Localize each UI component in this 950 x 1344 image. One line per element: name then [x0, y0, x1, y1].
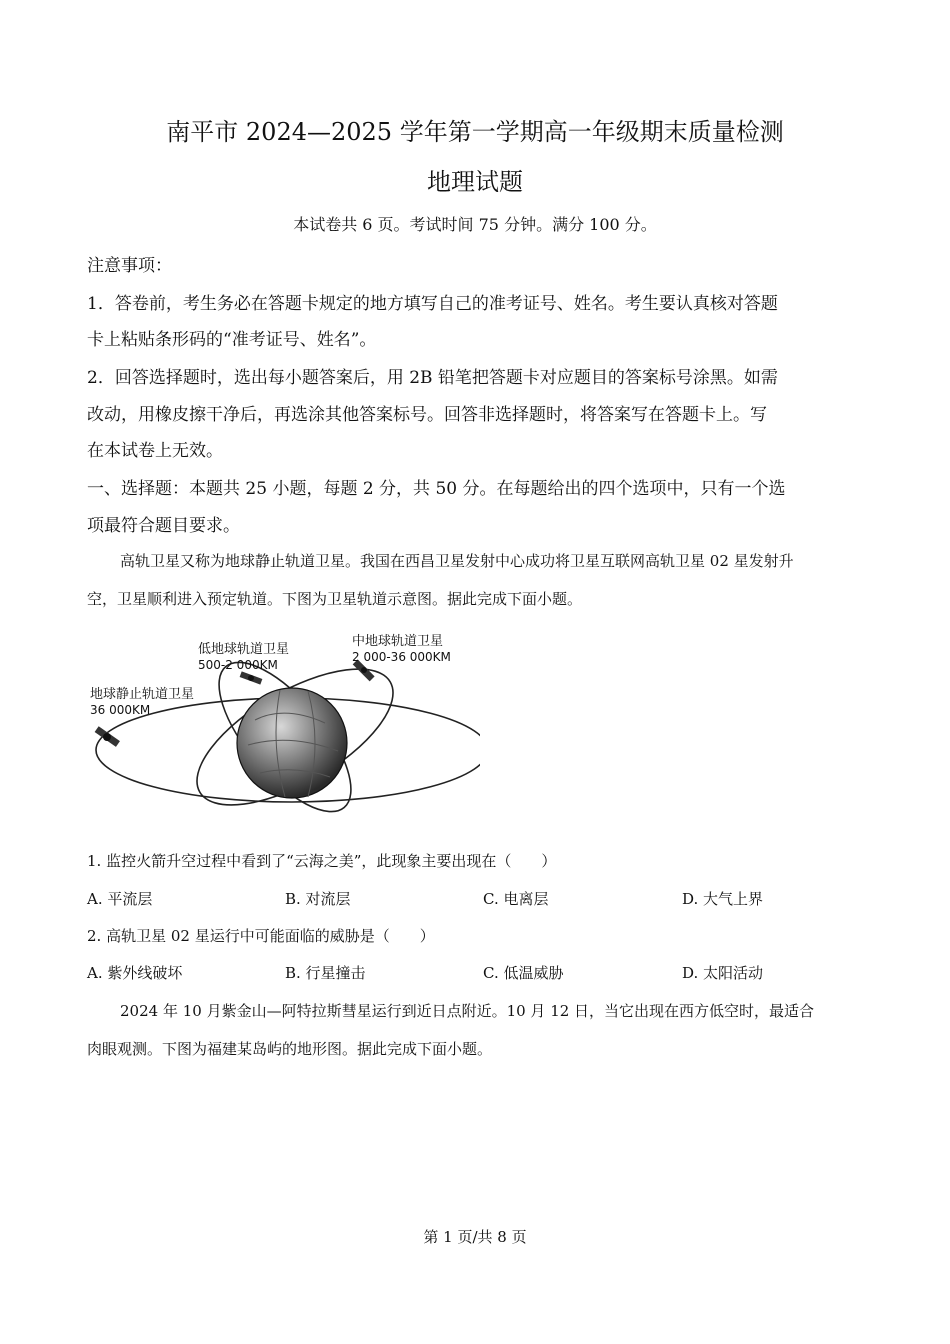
subject-title: 地理试题 [427, 168, 523, 196]
passage-2-line-1: 2024 年 10 月紫金山—阿特拉斯彗星运行到近日点附近。10 月 12 日，当它出现在西方低空时，最适合 [120, 1002, 815, 1020]
section-1-instructions-line-1: 一、选择题：本题共 25 小题，每题 2 分，共 50 分。在每题给出的四个选项中，只有一个选 [87, 479, 786, 499]
question-2-option-c: C. 低温威胁 [483, 964, 564, 982]
geostationary-satellite-icon [95, 726, 120, 747]
question-2-option-d: D. 太阳活动 [682, 964, 764, 982]
notes-item-1-line-1: 1．答卷前，考生务必在答题卡规定的地方填写自己的准考证号、姓名。考生要认真核对答题 [87, 294, 778, 314]
low-orbit-satellite-icon [240, 671, 263, 684]
notes-item-2-line-2: 改动，用橡皮擦干净后，再选涂其他答案标号。回答非选择题时，将答案写在答题卡上。写 [87, 405, 767, 425]
page-footer: 第 1 页/共 8 页 [423, 1228, 527, 1246]
question-1-option-c: C. 电离层 [483, 890, 549, 908]
question-2-option-b: B. 行星撞击 [285, 964, 366, 982]
notes-item-2-line-1: 2．回答选择题时，选出每小题答案后，用 2B 铅笔把答题卡对应题目的答案标号涂黑。如需 [87, 368, 778, 388]
question-2-stem: 2. 高轨卫星 02 星运行中可能面临的威胁是（ ） [87, 927, 435, 945]
question-1-option-b: B. 对流层 [285, 890, 351, 908]
exam-title: 南平市 2024—2025 学年第一学期高一年级期末质量检测 [166, 118, 784, 146]
satellite-orbit-figure [80, 625, 480, 835]
exam-info: 本试卷共 6 页。考试时间 75 分钟。满分 100 分。 [293, 215, 657, 234]
geostationary-orbit-range: 36 000KM [90, 703, 151, 717]
earth [237, 688, 347, 798]
medium-orbit-label: 中地球轨道卫星 [352, 634, 444, 649]
passage-1-line-2: 空，卫星顺利进入预定轨道。下图为卫星轨道示意图。据此完成下面小题。 [87, 590, 583, 608]
question-2-option-a: A. 紫外线破坏 [87, 964, 183, 982]
geostationary-orbit-label: 地球静止轨道卫星 [90, 687, 195, 702]
question-1-option-d: D. 大气上界 [682, 890, 764, 908]
low-orbit-range: 500-2 000KM [198, 658, 278, 672]
notes-item-2-line-3: 在本试卷上无效。 [87, 441, 223, 461]
low-orbit-label: 低地球轨道卫星 [198, 642, 290, 657]
passage-1-line-1: 高轨卫星又称为地球静止轨道卫星。我国在西昌卫星发射中心成功将卫星互联网高轨卫星 02 星发射升 [120, 552, 794, 570]
question-1-option-a: A. 平流层 [87, 890, 153, 908]
question-1-stem: 1. 监控火箭升空过程中看到了“云海之美”，此现象主要出现在（ ） [87, 852, 557, 870]
notes-item-1-line-2: 卡上粘贴条形码的“准考证号、姓名”。 [87, 330, 377, 350]
notes-heading: 注意事项： [87, 256, 172, 276]
section-1-instructions-line-2: 项最符合题目要求。 [87, 516, 240, 536]
passage-2-line-2: 肉眼观测。下图为福建某岛屿的地形图。据此完成下面小题。 [87, 1040, 493, 1058]
medium-orbit-range: 2 000-36 000KM [352, 650, 451, 664]
